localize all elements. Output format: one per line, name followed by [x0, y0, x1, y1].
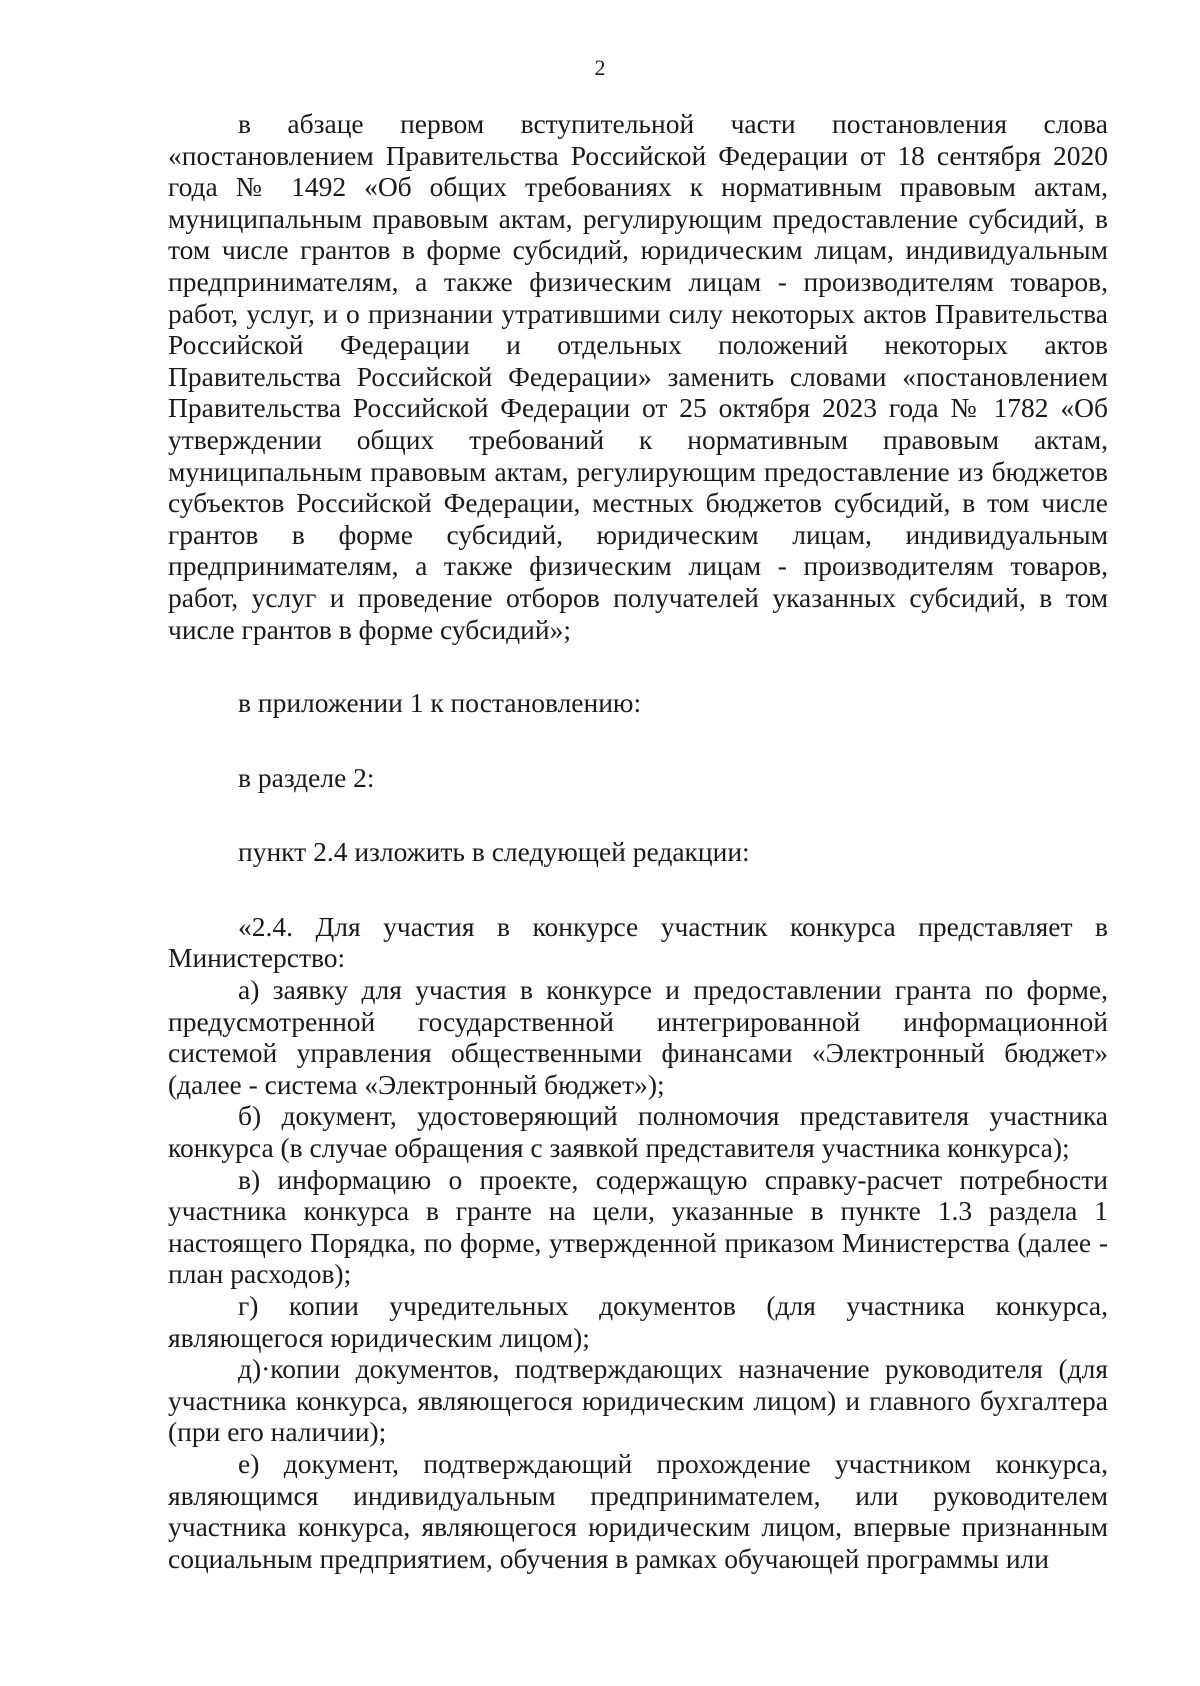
page-number: 2: [594, 55, 606, 80]
document-body: [168, 108, 1108, 1574]
list-item-b: б) документ, удостоверяющий полномочия представителя участника конкурса (в случае обращения с заявкой представителя участника конкурса);: [168, 1100, 1108, 1164]
paragraph-amendment-preamble: в абзаце первом вступительной части постановления слова «постановлением Правительства Российской Федерации от 18 сентября 2020 года № 1492 «Об общих требованиях к нормативным правовым актам, муниципальным правовым актам, регулирующим предоставление субсидий, в том числе грантов в форме субсидий, юридическим лицам, индивидуальным предпринимателям, а также физическим лицам - производителям товаров, работ, услуг, и о признании утратившими силу некоторых актов Правительства Российской Федерации и отдельных положений некоторых актов Правительства Российской Федерации» заменить словами «постановлением Правительства Российской Федерации от 25 октября 2023 года № 1782 «Об утверждении общих требований к нормативным правовым актам, муниципальным правовым актам, регулирующим предоставление из бюджетов субъектов Российской Федерации, местных бюджетов субсидий, в том числе грантов в форме субсидий, юридическим лицам, индивидуальным предпринимателям, а также физическим лицам - производителям товаров, работ, услуг и проведение отборов получателей указанных субсидий, в том числе грантов в форме субсидий»;: [168, 108, 1108, 645]
list-item-e: е) документ, подтверждающий прохождение участником конкурса, являющимся индивидуальным предпринимателем, или руководителем участника конкурса, являющегося юридическим лицом, впервые признанным социальным предприятием, обучения в рамках обучающей программы или: [168, 1447, 1108, 1574]
list-item-g: г) копии учредительных документов (для участника конкурса, являющегося юридическим лицом);: [168, 1290, 1108, 1353]
list-item-a: а) заявку для участия в конкурсе и предоставлении гранта по форме, предусмотренной государственной интегрированной информационной системой управления общественными финансами «Электронный бюджет» (далее - система «Электронный бюджет»);: [168, 974, 1108, 1100]
paragraph-section-heading: в разделе 2:: [238, 761, 375, 793]
paragraph-clause-heading: пункт 2.4 изложить в следующей редакции:: [238, 836, 750, 868]
paragraph-clause-2-4: «2.4. Для участия в конкурсе участник конкурса представляет в Министерство:: [168, 910, 1108, 974]
list-item-v: в) информацию о проекте, содержащую справку-расчет потребности участника конкурса в гранте на цели, указанные в пункте 1.3 раздела 1 настоящего Порядка, по форме, утвержденной приказом Министерства (далее - план расходов);: [168, 1163, 1108, 1290]
list-item-d: д)·копии документов, подтверждающих назначение руководителя (для участника конкурса, являющегося юридическим лицом) и главного бухгалтера (при его наличии);: [168, 1353, 1108, 1448]
paragraph-appendix-heading: в приложении 1 к постановлению:: [238, 687, 642, 719]
